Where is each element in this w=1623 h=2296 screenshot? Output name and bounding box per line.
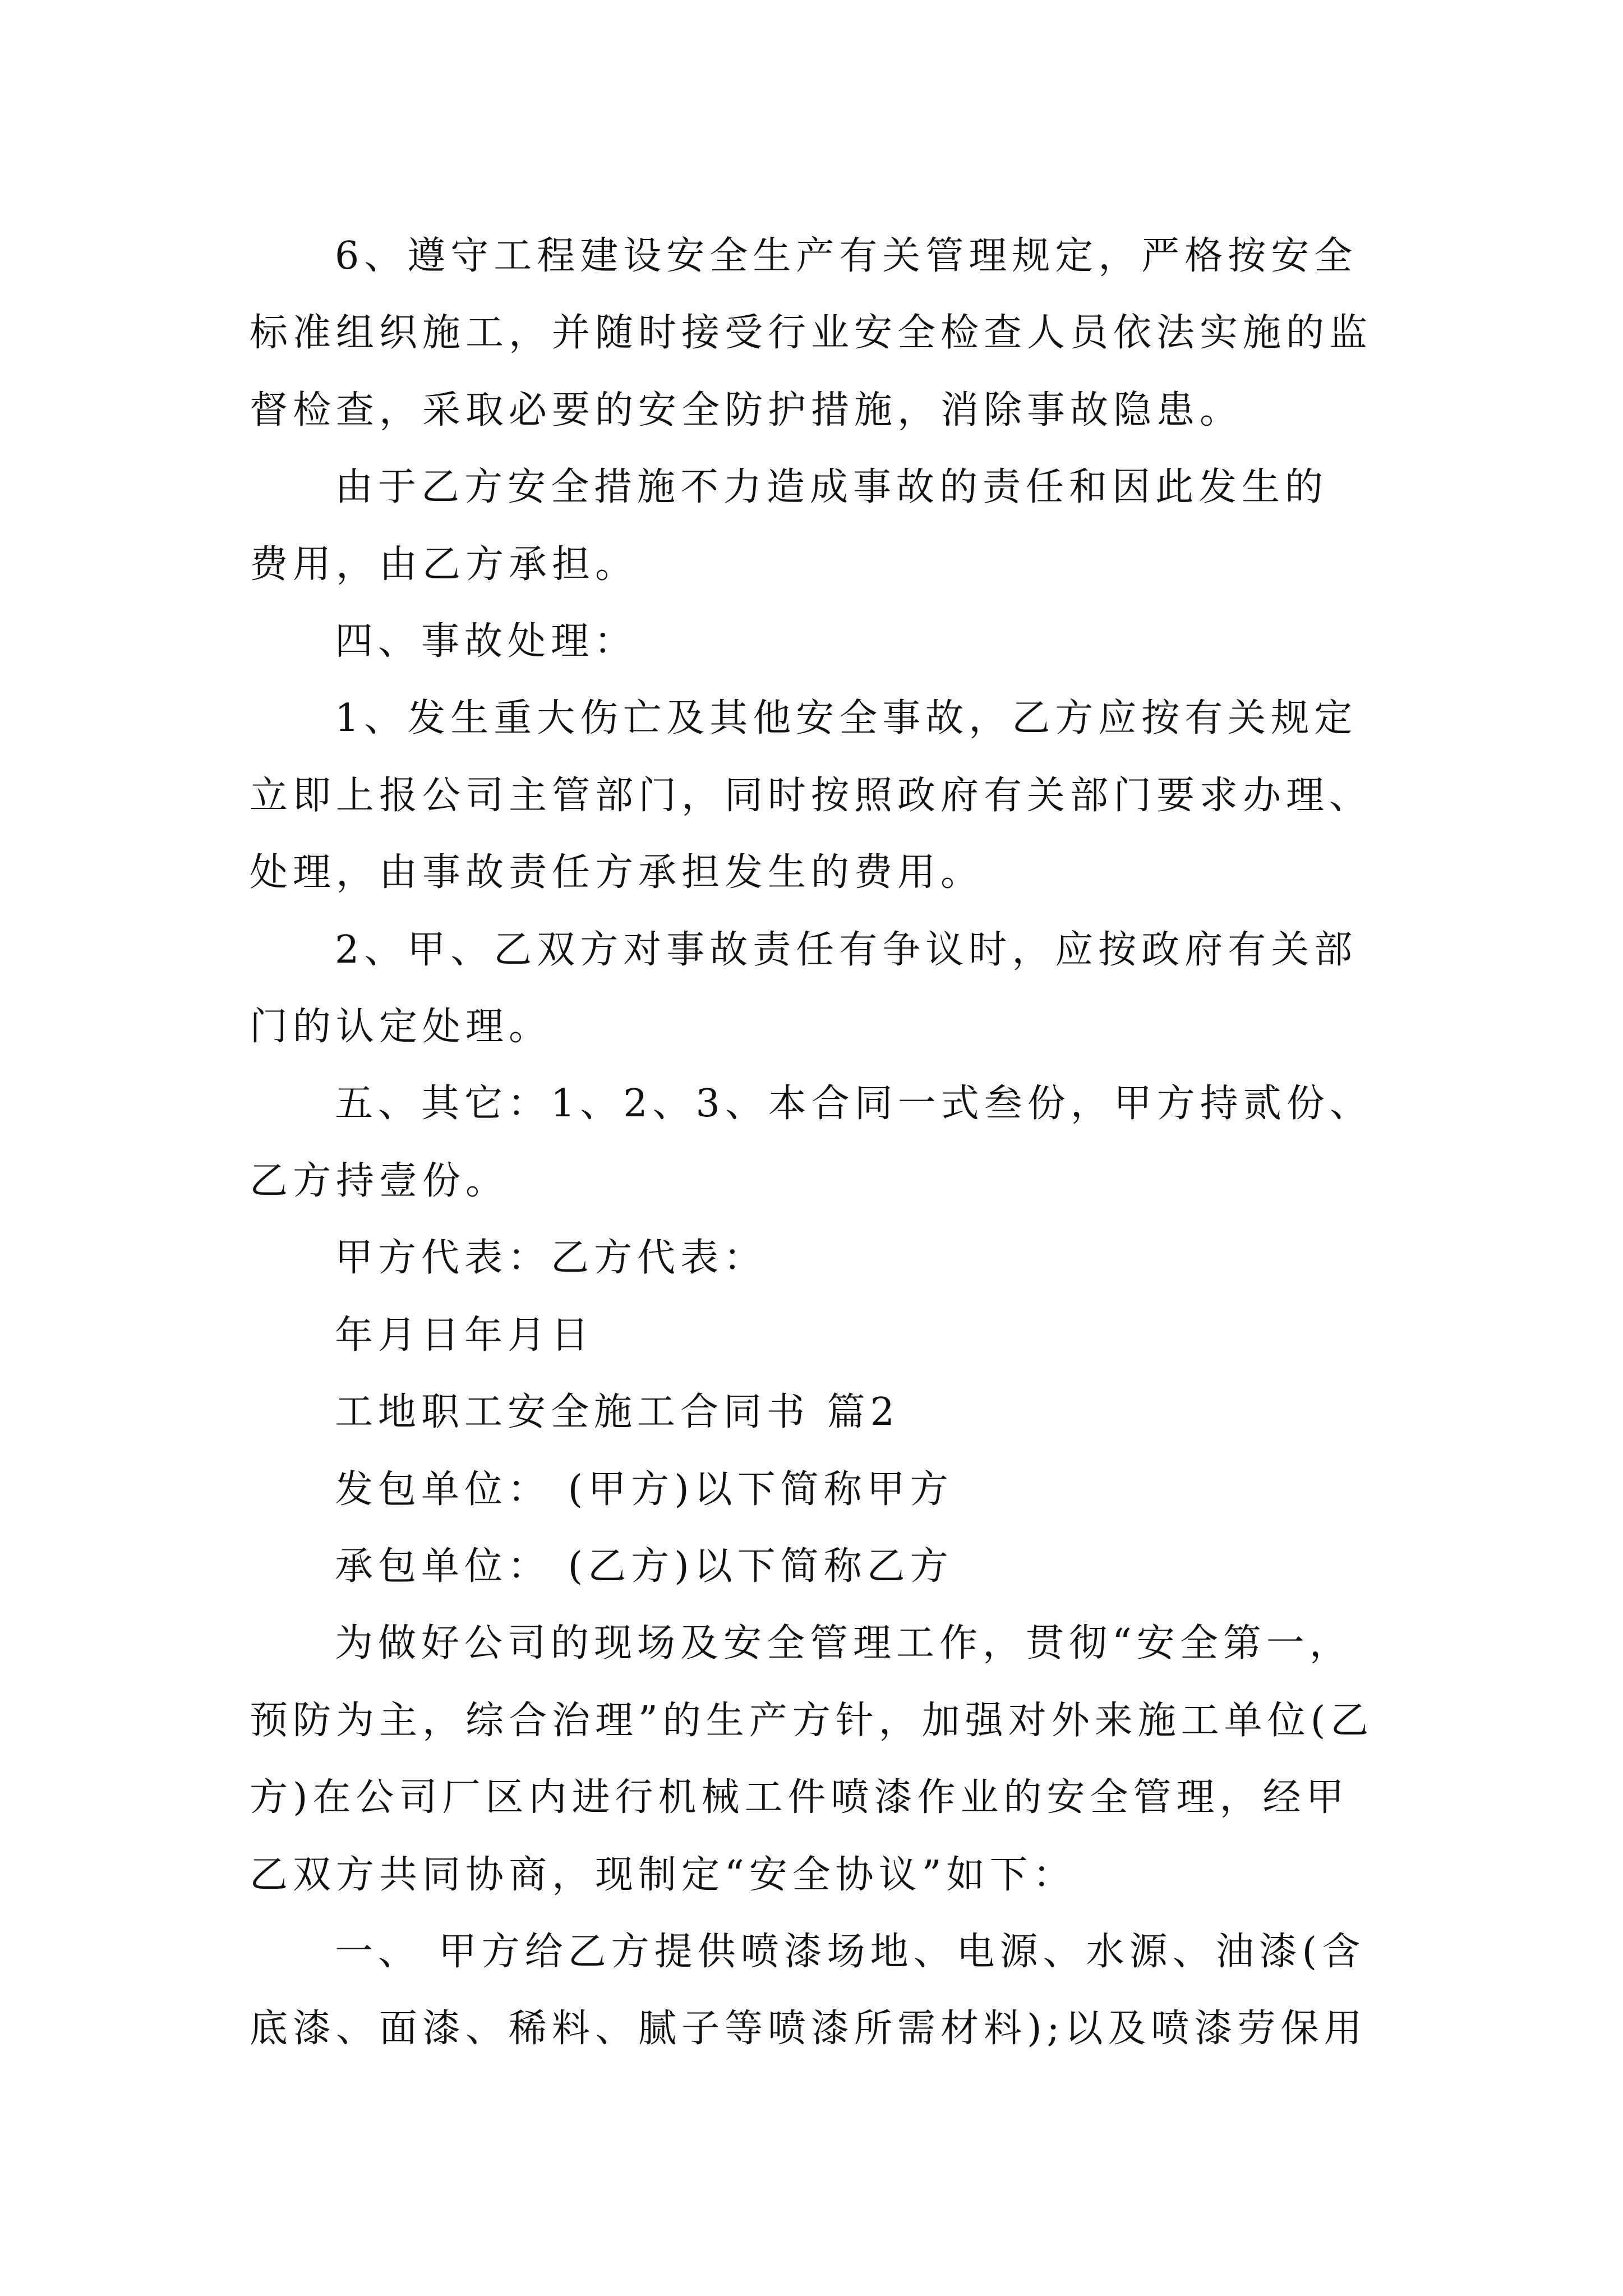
clause-6-paragraph <box>250 218 1382 449</box>
employer-line <box>250 1451 1382 1528</box>
section-4-item-2-paragraph <box>250 912 1382 1066</box>
text-line: 立即上报公司主管部门，同时按照政府有关部门要求办理、 <box>250 773 1373 818</box>
representatives-line <box>250 1220 1382 1296</box>
text-line: 费用，由乙方承担。 <box>250 542 639 587</box>
document-body <box>250 218 1382 2068</box>
text-line: 1、发生重大伤亡及其他安全事故，乙方应按有关规定 <box>335 696 1358 741</box>
text-line: 甲方代表：乙方代表： <box>335 1236 767 1281</box>
text-line: 四、事故处理： <box>335 619 638 664</box>
section-4-item-1-paragraph <box>250 680 1382 911</box>
text-line: 门的认定处理。 <box>250 1005 552 1050</box>
text-line: 标准组织施工，并随时接受行业安全检查人员依法实施的监 <box>250 311 1373 356</box>
text-line: 承包单位： (乙方)以下简称乙方 <box>335 1544 953 1589</box>
text-line: 督检查，采取必要的安全防护措施，消除事故隐患。 <box>250 388 1243 432</box>
preamble-paragraph <box>250 1605 1382 1913</box>
liability-note-paragraph <box>250 449 1382 603</box>
text-line: 五、其它：1、2、3、本合同一式叁份，甲方持贰份、 <box>335 1082 1373 1126</box>
section-4-heading <box>250 603 1382 680</box>
text-line: 6、遵守工程建设安全生产有关管理规定，严格按安全 <box>335 234 1358 278</box>
text-line: 由于乙方安全措施不力造成事故的责任和因此发生的 <box>335 465 1329 510</box>
text-line: 年月日年月日 <box>335 1313 594 1358</box>
text-line: 乙双方共同协商，现制定“安全协议”如下： <box>250 1852 1076 1897</box>
text-line: 为做好公司的现场及安全管理工作，贯彻“安全第一， <box>335 1621 1353 1666</box>
text-line: 底漆、面漆、稀料、腻子等喷漆所需材料);以及喷漆劳保用 <box>250 2007 1367 2051</box>
text-line: 预防为主，综合治理”的生产方针，加强对外来施工单位(乙 <box>250 1698 1374 1743</box>
section-5-paragraph <box>250 1065 1382 1220</box>
text-line: 方)在公司厂区内进行机械工件喷漆作业的安全管理，经甲 <box>250 1775 1349 1820</box>
text-line: 工地职工安全施工合同书 篇2 <box>335 1390 900 1435</box>
text-line: 乙方持壹份。 <box>250 1158 509 1203</box>
contract-2-title <box>250 1374 1382 1451</box>
text-line: 一、 甲方给乙方提供喷漆场地、电源、水源、油漆(含 <box>335 1929 1366 1974</box>
text-line: 发包单位： (甲方)以下简称甲方 <box>335 1467 953 1512</box>
dates-line <box>250 1297 1382 1374</box>
section-1-paragraph <box>250 1913 1382 2068</box>
text-line: 2、甲、乙双方对事故责任有争议时，应按政府有关部 <box>335 927 1358 972</box>
text-line: 处理，由事故责任方承担发生的费用。 <box>250 850 984 895</box>
contractor-line <box>250 1528 1382 1605</box>
